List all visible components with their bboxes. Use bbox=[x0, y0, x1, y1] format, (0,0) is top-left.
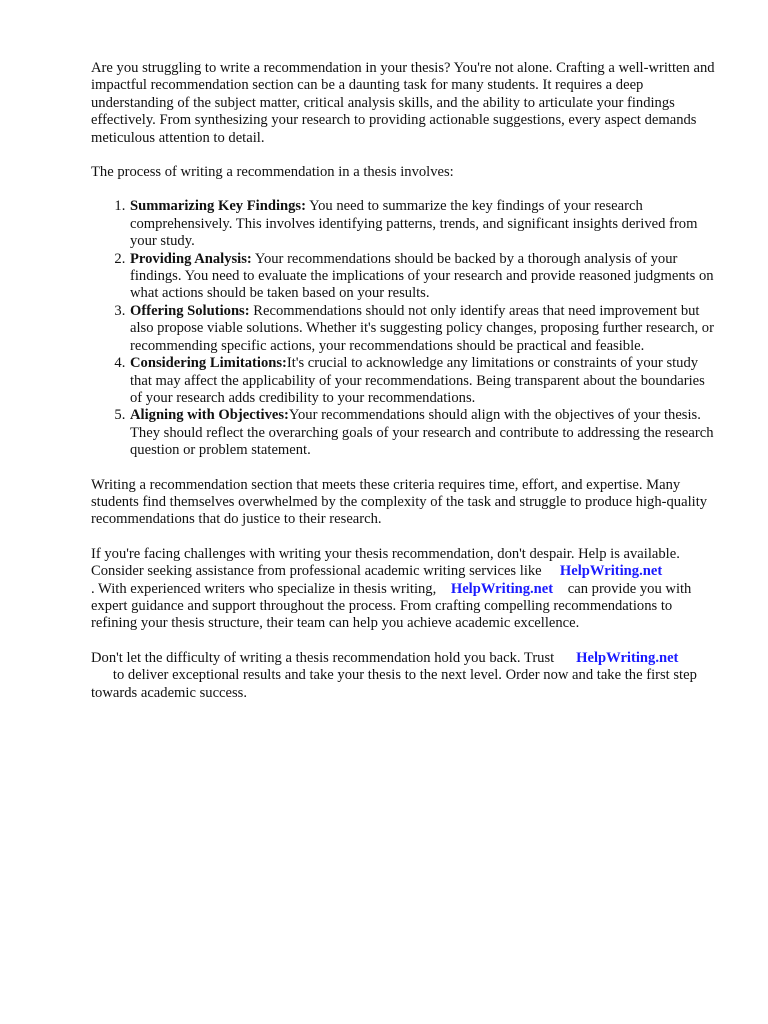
closing-text-1: Don't let the difficulty of writing a thesis recommendation hold you back. Trust bbox=[91, 649, 558, 666]
help-text-1: If you're facing challenges with writing your thesis recommendation, don't despair. Help is available. Consider seeking assistance from professional academic writing services like bbox=[91, 545, 680, 580]
intro-paragraph: Are you struggling to write a recommendation in your thesis? You're not alone. Crafting a well-written and impactful recommendation section can be a daunting task for many students. It requires a deep understanding of the subject matter, critical analysis skills, and the ability to articulate your findings effectively. From synthesizing your research to providing actionable suggestions, every aspect demands meticulous attention to detail. bbox=[91, 60, 715, 146]
helpwriting-link[interactable]: HelpWriting.net bbox=[576, 649, 679, 666]
steps-list bbox=[91, 198, 720, 459]
list-item bbox=[129, 407, 720, 459]
list-item bbox=[129, 355, 720, 407]
helpwriting-link[interactable]: HelpWriting.net bbox=[450, 580, 554, 597]
step-text: Recommendations should not only identify areas that need improvement but also propose viable solutions. Whether it's suggesting policy changes, proposing further research, or recommending specific actions, your recommendations should be practical and feasible. bbox=[130, 302, 714, 354]
step-term: Providing Analysis: bbox=[130, 250, 252, 267]
list-item bbox=[129, 198, 720, 250]
step-term: Offering Solutions: bbox=[130, 302, 250, 319]
step-text: Your recommendations should align with the objectives of your thesis. They should reflect the overarching goals of your research and contribute to addressing the research question or problem statement. bbox=[130, 407, 714, 459]
step-term: Summarizing Key Findings: bbox=[130, 198, 306, 215]
closing-paragraph bbox=[91, 650, 720, 702]
step-text: It's crucial to acknowledge any limitations or constraints of your study that may affect the applicability of your recommendations. Being transparent about the boundaries of your research adds credibility to your recommendations. bbox=[130, 355, 705, 406]
helpwriting-link[interactable]: HelpWriting.net bbox=[559, 563, 663, 580]
process-heading: The process of writing a recommendation in a thesis involves: bbox=[91, 164, 454, 181]
list-item bbox=[129, 303, 720, 355]
step-text: You need to summarize the key findings of your research comprehensively. This involves identifying patterns, trends, and significant insights derived from your study. bbox=[130, 198, 698, 250]
step-text: Your recommendations should be backed by a thorough analysis of your findings. You need to evaluate the implications of your research and provide reasoned judgments on what actions should be taken based on your results. bbox=[130, 250, 714, 302]
closing-text-2: to deliver exceptional results and take your thesis to the next level. Order now and take the first step towards academic success. bbox=[91, 667, 697, 701]
criteria-paragraph: Writing a recommendation section that meets these criteria requires time, effort, and expertise. Many students find themselves overwhelmed by the complexity of the task and struggle to produce high-quality recommendations that do justice to their research. bbox=[91, 476, 708, 528]
help-text-2: . With experienced writers who specialize in thesis writing, bbox=[91, 580, 440, 597]
help-paragraph bbox=[91, 546, 720, 633]
step-term: Aligning with Objectives: bbox=[130, 407, 289, 424]
help-text-3: can provide you with expert guidance and support throughout the process. From crafting compelling recommendations to refining your thesis structure, their team can help you achieve academic excellence. bbox=[91, 580, 692, 632]
step-term: Considering Limitations: bbox=[130, 355, 287, 372]
list-item bbox=[129, 251, 720, 303]
